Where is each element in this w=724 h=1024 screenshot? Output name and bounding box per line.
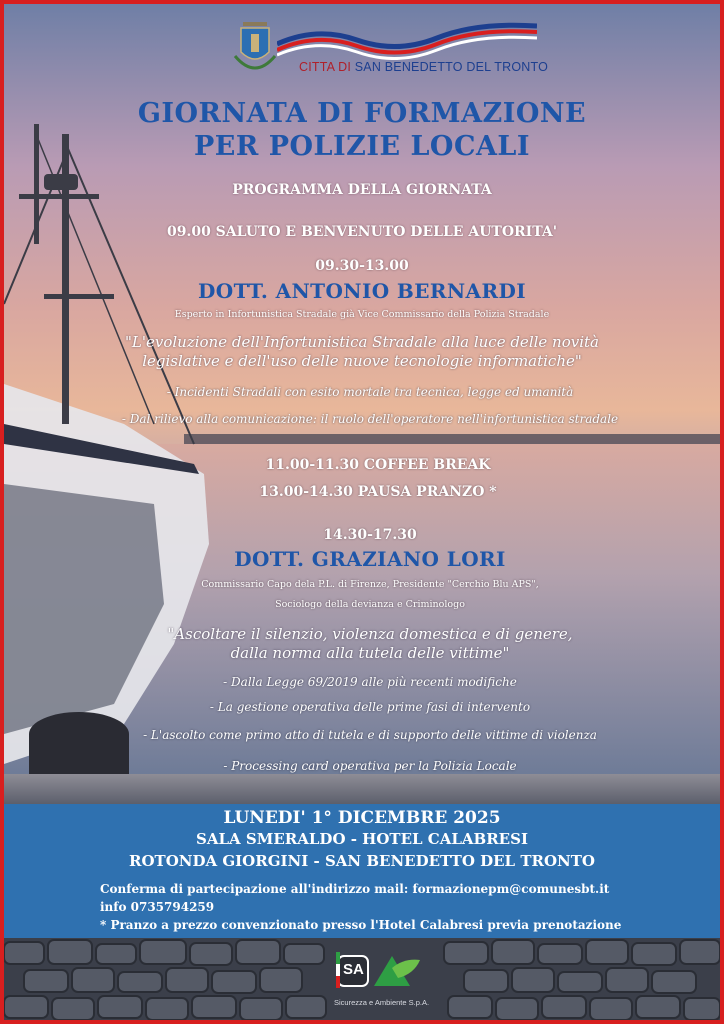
confirm-email-line: Conferma di partecipazione all'indirizzo mail: formazionepm@comunesbt.it — [100, 882, 610, 896]
company-logo — [334, 948, 444, 1014]
session1-role: Esperto in Infortunistica Stradale già Vice Commissario della Polizia Stradale — [174, 309, 550, 320]
welcome-line: 09.00 SALUTO E BENVENUTO DELLE AUTORITA' — [166, 224, 558, 240]
session1-time: 09.30-13.00 — [315, 258, 409, 274]
session2-role-line-2: Sociologo della devianza e Criminologo — [275, 599, 465, 610]
city-header — [229, 14, 559, 84]
session1-bullet: - Dal rilievo alla comunicazione: il ruolo dell'operatore nell'infortunistica stradale — [121, 412, 619, 426]
lunch-break: 13.00-14.30 PAUSA PRANZO * — [259, 484, 497, 500]
city-prefix: CITTA DI — [299, 60, 352, 74]
event-venue: SALA SMERALDO - HOTEL CALABRESI — [196, 830, 528, 848]
session1-quote-line-1: "L'evoluzione dell'Infortunistica Stradale alla luce delle novità — [125, 333, 599, 351]
city-name-text: SAN BENEDETTO DEL TRONTO — [354, 60, 549, 74]
session1-quote-line-2: legislative e dell'uso delle nuove tecnologie informatiche" — [142, 352, 582, 370]
event-address: ROTONDA GIORGINI - SAN BENEDETTO DEL TRONTO — [129, 852, 595, 870]
event-info-band — [4, 804, 720, 938]
logo-mark: SA — [343, 961, 364, 978]
session2-bullet: - Dalla Legge 69/2019 alle più recenti modifiche — [223, 675, 517, 689]
logo-tagline: Sicurezza e Ambiente S.p.A. — [334, 998, 430, 1007]
city-crest-icon — [229, 16, 281, 78]
title-line-2: PER POLIZIE LOCALI — [193, 131, 531, 162]
session1-speaker: DOTT. ANTONIO BERNARDI — [198, 279, 526, 303]
session1-bullet: - Incidenti Stradali con esito mortale tra tecnica, legge ed umanità — [166, 385, 574, 399]
city-name — [299, 60, 548, 74]
session2-bullet: - Processing card operativa per la Polizia Locale — [223, 759, 517, 773]
session2-speaker: DOTT. GRAZIANO LORI — [234, 547, 506, 571]
event-date: LUNEDI' 1° DICEMBRE 2025 — [223, 808, 501, 828]
info-phone: info 0735794259 — [100, 900, 215, 914]
flag-ribbon-icon — [277, 20, 537, 60]
title-line-1: GIORNATA DI FORMAZIONE — [137, 98, 587, 129]
session2-bullet: - La gestione operativa delle prime fasi di intervento — [209, 700, 531, 714]
poster-content — [4, 4, 720, 1020]
program-heading: PROGRAMMA DELLA GIORNATA — [232, 182, 492, 198]
session2-quote-line-2: dalla norma alla tutela delle vittime" — [230, 644, 510, 662]
session2-time: 14.30-17.30 — [323, 527, 417, 543]
session2-bullet: - L'ascolto come primo atto di tutela e di supporto delle vittime di violenza — [143, 728, 597, 742]
coffee-break: 11.00-11.30 COFFEE BREAK — [265, 457, 491, 473]
session2-quote-line-1: "Ascoltare il silenzio, violenza domestica e di genere, — [167, 625, 573, 643]
lunch-note: * Pranzo a prezzo convenzionato presso l'Hotel Calabresi previa prenotazione — [100, 918, 622, 932]
session2-role-line-1: Commissario Capo dela P.L. di Firenze, Presidente "Cerchio Blu APS", — [201, 579, 539, 590]
